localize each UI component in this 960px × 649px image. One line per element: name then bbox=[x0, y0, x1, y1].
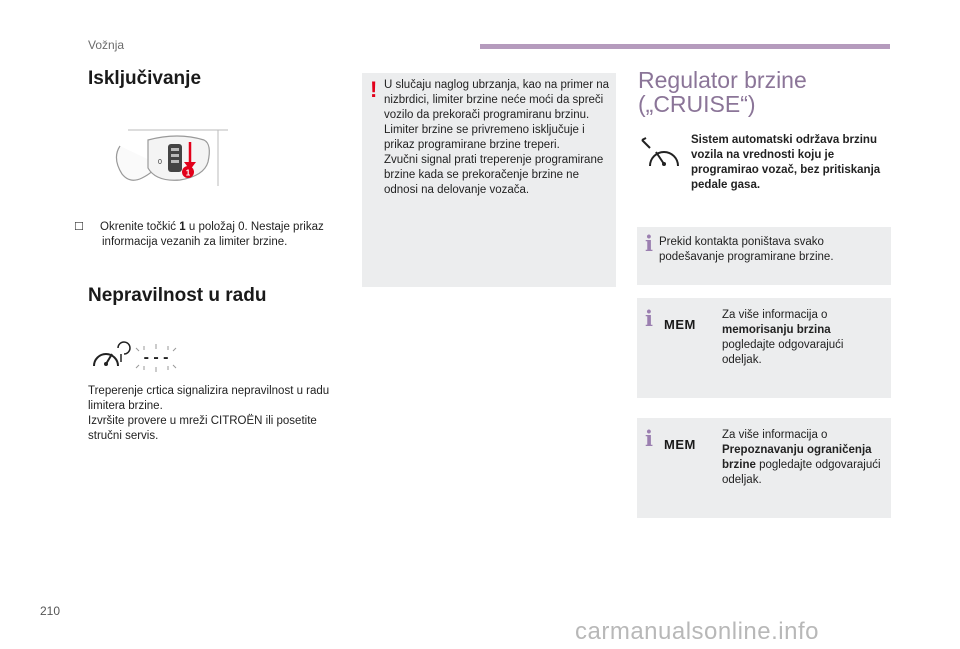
title-malfunction: Nepravilnost u radu bbox=[88, 285, 267, 306]
bullet-icon: ☐ bbox=[74, 221, 84, 233]
cruise-speedometer-icon bbox=[640, 136, 686, 172]
fault-dashes: - - - bbox=[143, 349, 169, 366]
mem-button-icon: MEM bbox=[664, 317, 696, 332]
info-memory-text: Za više informacija o memorisanju brzina pogledajte odgovarajući odeljak. bbox=[722, 309, 844, 366]
warning-text: U slučaju naglog ubrzanja, kao na primer na nizbrdici, limiter brzine neće moći da spreči vozilo da prekorači programiranu brzinu. Limiter brzine se privremeno isključuje i prikaz programirane brzine treperi. Zvučni signal prati treperenje programirane brzine kada se prekoračenje brzine ne odnosi na delovanje vozača. bbox=[384, 79, 610, 196]
page-number: 210 bbox=[40, 604, 61, 618]
info-icon: i bbox=[645, 231, 653, 256]
wheel-callout-1: 1 bbox=[185, 168, 191, 178]
wheel-position-0: 0 bbox=[158, 159, 162, 166]
steering-stalk-illustration bbox=[108, 118, 238, 196]
section-header: Vožnja bbox=[88, 38, 125, 52]
exclamation-icon: ! bbox=[370, 77, 378, 102]
info-recognition-text: Za više informacija o Prepoznavanju ograničenja brzine pogledajte odgovarajući odeljak. bbox=[722, 429, 881, 486]
watermark: carmanualsonline.info bbox=[575, 618, 819, 645]
title-cruise-control: Regulator brzine („CRUISE“) bbox=[638, 67, 807, 117]
cruise-intro: Sistem automatski održava brzinu vozila na vrednosti koju je programirao vozač, bez pritiskanja pedale gasa. bbox=[691, 134, 881, 191]
info-box-ignition: i Prekid kontakta poništava svako podešavanje programirane brzine. bbox=[637, 227, 891, 285]
info-box-memory bbox=[637, 298, 891, 398]
instruction-turn-wheel: ☐ Okrenite točkić 1 u položaj 0. Nestaje prikaz informacija vezanih za limiter brzine. bbox=[74, 221, 324, 248]
mem-button-icon: MEM bbox=[664, 437, 696, 452]
title-switch-off: Isključivanje bbox=[88, 68, 202, 89]
warning-box bbox=[362, 73, 616, 287]
info-box-sign-recognition bbox=[637, 418, 891, 518]
speedometer-fault-icon bbox=[88, 340, 198, 376]
info-icon: i bbox=[645, 306, 653, 331]
info-icon: i bbox=[645, 426, 653, 451]
header-rule bbox=[480, 44, 890, 49]
fault-description: Treperenje crtica signalizira nepravilnost u radu limitera brzine. Izvršite provere u mreži CITROËN ili posetite stručni servis. bbox=[88, 385, 330, 442]
